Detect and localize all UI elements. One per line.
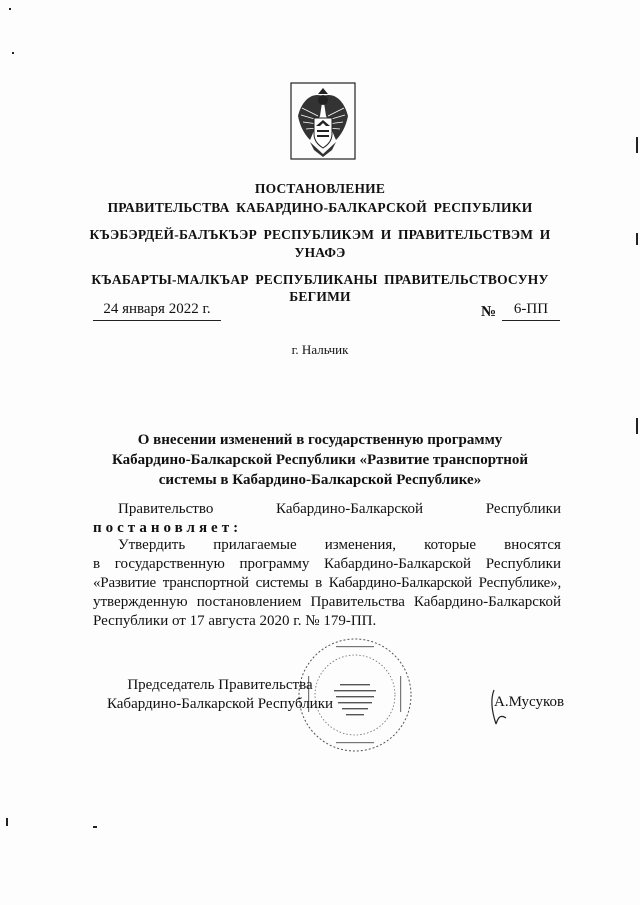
- org-name-kbd-line1: КЪЭБЭРДЕЙ-БАЛЪКЪЭР РЕСПУБЛИКЭМ И ПРАВИТЕЛЬСТВЭМ И: [89, 227, 551, 242]
- paragraph-line: «Развитие транспортной системы в Кабардино-Балкарской Республике»,: [93, 575, 561, 591]
- scan-edge-mark: [636, 418, 638, 434]
- paragraph-line: Республики от 17 августа 2020 г. № 179-ПП.: [93, 613, 377, 629]
- org-name-krc-line2: БЕГИМИ: [289, 289, 351, 304]
- document-number: 6-ПП: [502, 301, 560, 321]
- coat-of-arms-emblem: [290, 82, 356, 160]
- scan-dot: [12, 52, 14, 54]
- number-label: №: [481, 304, 497, 320]
- document-subject: [90, 430, 550, 490]
- word: вносятся: [504, 537, 561, 553]
- word: которые: [424, 537, 477, 553]
- scan-edge-mark: [6, 818, 8, 826]
- signatory-position-line: Кабардино-Балкарской Республики: [106, 696, 334, 712]
- signatory-position-line: Председатель Правительства: [127, 677, 313, 693]
- subject-line: системы в Кабардино-Балкарской Республике»: [158, 472, 482, 488]
- paragraph-line: [118, 500, 561, 519]
- paragraph-approve: [93, 536, 561, 631]
- doc-title: ПОСТАНОВЛЕНИЕ: [254, 181, 386, 196]
- word: Кабардино-Балкарской: [276, 501, 424, 517]
- decree-verb: постановляет:: [93, 520, 243, 536]
- word: Правительство: [118, 501, 214, 517]
- subject-line: О внесении изменений в государственную программу: [137, 432, 503, 448]
- paragraph-line: утвержденную постановлением Правительства Кабардино-Балкарской: [93, 594, 561, 610]
- org-name-ru: ПРАВИТЕЛЬСТВА КАБАРДИНО-БАЛКАРСКОЙ РЕСПУБЛИКИ: [107, 200, 533, 215]
- word: Республики: [485, 501, 561, 517]
- scan-dot: [93, 826, 97, 828]
- scan-dot: [9, 8, 11, 10]
- signatory-name: А.Мусуков: [494, 694, 565, 710]
- subject-line: Кабардино-Балкарской Республики «Развитие транспортной: [111, 452, 529, 468]
- word: прилагаемые: [213, 537, 297, 553]
- paragraph-decree: [93, 500, 561, 538]
- org-name-kbd-line2: УНАФЭ: [294, 245, 346, 260]
- org-name-krc-line1: КЪАБАРТЫ-МАЛКЪАР РЕСПУБЛИКАНЫ ПРАВИТЕЛЬСТВОСУНУ: [91, 272, 549, 287]
- paragraph-line: в государственную программу Кабардино-Балкарской Республики: [93, 556, 561, 572]
- paragraph-line: [118, 536, 561, 555]
- word: Утвердить: [118, 537, 186, 553]
- document-date: 24 января 2022 г.: [93, 301, 221, 321]
- city-name: г. Нальчик: [291, 342, 349, 357]
- signatory-position: [90, 676, 350, 714]
- scan-edge-mark: [636, 137, 638, 153]
- word: изменения,: [324, 537, 397, 553]
